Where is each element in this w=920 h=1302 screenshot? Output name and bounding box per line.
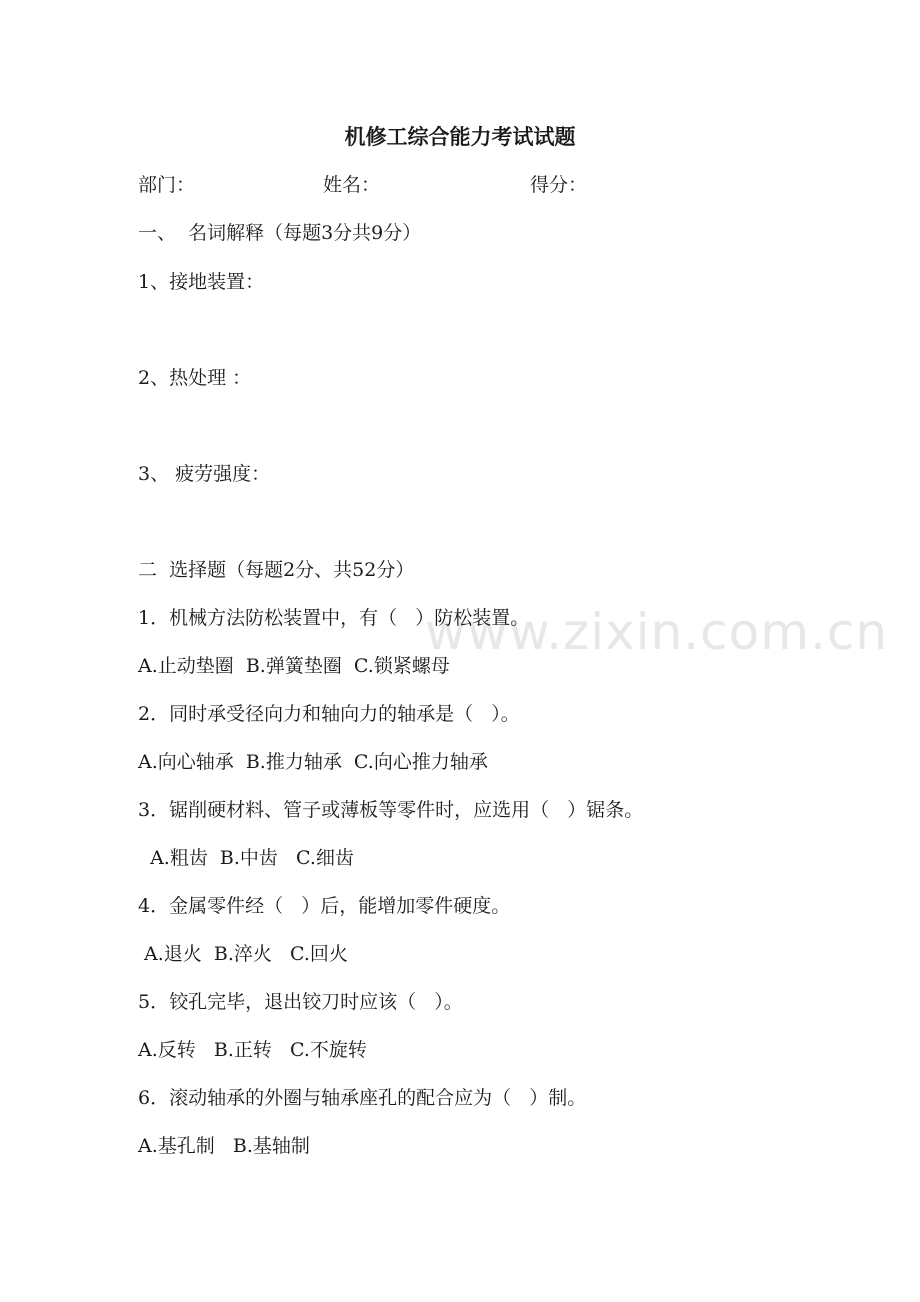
question-text: 1．机械方法防松装置中，有（ ）防松装置。 [138, 607, 530, 629]
question-text: 3．锯削硬材料、管子或薄板等零件时，应选用（ ）锯条。 [138, 799, 644, 821]
question-text: 2．同时承受径向力和轴向力的轴承是（ ）。 [138, 703, 520, 725]
section2-heading: 二 选择题（每题2分、共52分） [138, 559, 415, 581]
page-title: 机修工综合能力考试试题 [344, 125, 576, 149]
term-item: 1、接地装置： [138, 271, 265, 293]
section1-heading: 一、 名词解释（每题3分共9分） [138, 222, 422, 244]
question-options: A.粗齿 B.中齿 C.细齿 [138, 847, 354, 869]
question-options: A.退火 B.淬火 C.回火 [138, 943, 348, 965]
question-text: 6．滚动轴承的外圈与轴承座孔的配合应为（ ）制。 [138, 1087, 587, 1109]
score-field: 得分： [530, 174, 588, 196]
department-field: 部门： [138, 174, 196, 196]
question-options: A.向心轴承 B.推力轴承 C.向心推力轴承 [138, 751, 488, 773]
watermark: www.zixin.com.cn [425, 603, 889, 661]
question-text: 5．铰孔完毕，退出铰刀时应该（ ）。 [138, 991, 463, 1013]
name-field: 姓名： [323, 174, 381, 196]
term-item: 2、热处理 ： [138, 367, 252, 389]
question-options: A.止动垫圈 B.弹簧垫圈 C.锁紧螺母 [138, 655, 450, 677]
term-item: 3、 疲劳强度： [138, 463, 271, 485]
question-options: A.反转 B.正转 C.不旋转 [138, 1039, 367, 1061]
question-text: 4．金属零件经（ ）后，能增加零件硬度。 [138, 895, 511, 917]
question-options: A.基孔制 B.基轴制 [138, 1135, 310, 1157]
